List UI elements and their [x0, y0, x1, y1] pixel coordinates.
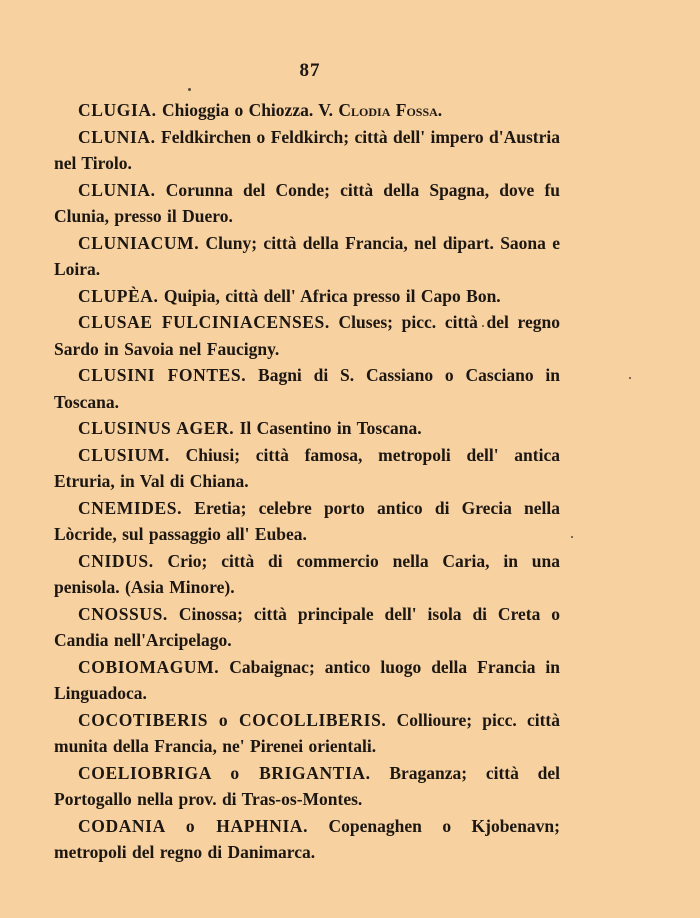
entry-headword: CLUNIA.	[78, 126, 156, 147]
entry-definition: Cluny; città della Francia, nel dipart. Saona e Loira.	[54, 232, 561, 279]
entry-definition: Corunna del Conde; città della Spagna, dove fu Clunia, presso il Duero.	[54, 179, 560, 226]
entry-definition: Braganza; città del Portogallo nella prov. di Tras-os-Montes.	[54, 762, 560, 809]
entry-coeliobriga	[54, 760, 560, 813]
entry-headword: CLUSINUS AGER.	[78, 418, 235, 438]
entry-clugia	[54, 97, 560, 124]
entry-cnemides	[54, 495, 560, 548]
entry-definition: Collioure; picc. città munita della Francia, ne' Pirenei orientali.	[54, 709, 560, 756]
entry-headword: CNIDUS.	[78, 550, 154, 571]
ink-speck	[629, 377, 631, 379]
entry-headword: CLUSAE FULCINIACENSES.	[78, 312, 330, 332]
entry-definition: Cabaignac; antico luogo della Francia in Linguadoca.	[54, 656, 561, 703]
ink-speck	[571, 536, 573, 538]
entry-codania	[54, 813, 560, 866]
entry-headword: COCOTIBERIS o COCOLLIBERIS.	[78, 709, 387, 730]
entry-definition: Cinossa; città principale dell' isola di Creta o Candia nell'Arcipelago.	[54, 603, 561, 650]
entry-headword: CLUSINI FONTES.	[78, 365, 247, 385]
entry-headword: CLUNIA.	[78, 179, 156, 200]
entry-clusini-fontes	[54, 362, 560, 415]
entry-definition: Bagni di S. Cassiano o Casciano in Toscana.	[54, 365, 560, 412]
entry-definition: Chiusi; città famosa, metropoli dell' antica Etruria, in Val di Chiana.	[54, 444, 560, 491]
entry-cnidus	[54, 548, 560, 601]
entry-definition: Chioggia o Chiozza. V.	[161, 100, 339, 120]
entry-clusium	[54, 442, 560, 495]
entry-headword: CNEMIDES.	[78, 497, 183, 518]
entry-cobiomagum	[54, 654, 560, 707]
entry-clusinus-ager	[54, 415, 560, 442]
entry-clupea	[54, 283, 560, 310]
entry-cluniacum	[54, 230, 560, 283]
entry-headword: CLUGIA.	[78, 100, 157, 120]
entry-headword: CLUSIUM.	[78, 444, 170, 465]
entry-headword: CLUNIACUM.	[78, 232, 200, 253]
entry-definition: Il Casentino in Toscana.	[239, 418, 422, 438]
entry-cnossus	[54, 601, 560, 654]
entry-clunia-1	[54, 124, 560, 177]
ink-speck	[188, 88, 191, 91]
entry-headword: COELIOBRIGA o BRIGANTIA.	[78, 762, 371, 783]
entry-definition: Eretia; celebre porto antico di Grecia nella Lòcride, sul passaggio all' Eubea.	[54, 497, 560, 544]
entry-clunia-2	[54, 177, 560, 230]
gazetteer-entries	[54, 97, 560, 866]
entry-cross-reference: Clodia Fossa.	[338, 100, 443, 120]
page-number: 87	[299, 60, 321, 81]
entry-headword: CNOSSUS.	[78, 603, 168, 624]
entry-headword: CODANIA o HAPHNIA.	[78, 815, 309, 836]
entry-definition: Crio; città di commercio nella Caria, in una penisola. (Asia Minore).	[54, 550, 561, 597]
entry-headword: COBIOMAGUM.	[78, 656, 220, 677]
entry-definition: Cluses; picc. città del regno Sardo in Savoia nel Faucigny.	[54, 312, 560, 359]
entry-definition: Copenaghen o Kjobenavn; metropoli del regno di Danimarca.	[54, 815, 560, 862]
entry-headword: CLUPÈA.	[78, 285, 159, 306]
entry-definition: Quipia, città dell' Africa presso il Capo Bon.	[163, 285, 501, 306]
entry-clusae-fulciniacenses	[54, 309, 560, 362]
entry-definition: Feldkirchen o Feldkirch; città dell' impero d'Austria nel Tirolo.	[54, 126, 560, 173]
entry-cocotiberis	[54, 707, 560, 760]
